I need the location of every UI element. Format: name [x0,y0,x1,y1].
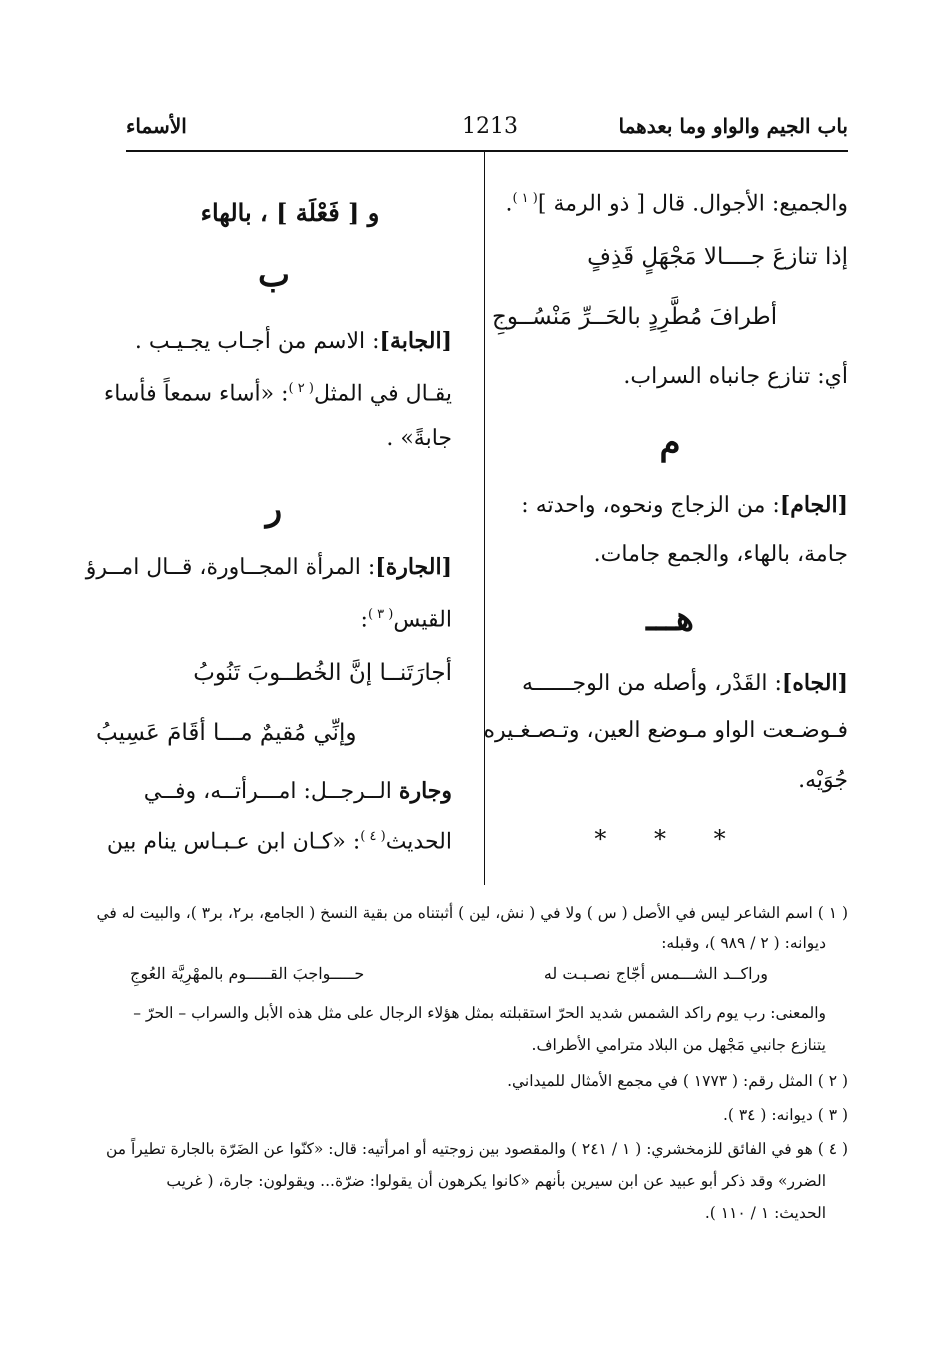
column-divider [484,150,485,885]
footnote-3: ( ٣ ) ديوانه: ( ٣٤ ). [722,1106,848,1124]
text-line: فـوضـعت الواو مـوضع العين، وتـصـغـيره [483,718,848,743]
entry-headword: [الجاه] [781,670,848,696]
footnote-ref: ( ٤ ) [360,829,386,844]
header-rule [126,150,848,152]
footnote-1: ( ١ ) اسم الشاعر ليس في الأصل ( س ) ولا في ( نش، لين ) أثبتناه من بقية النسخ ( الجامع، بر٢، بر٣ )، والبيت له في [96,904,848,922]
footnote-2: ( ٢ ) المثل رقم: ( ١٧٧٣ ) في مجمع الأمثال للميداني. [507,1072,848,1090]
text-line: يقـال في المثل$^{( ٢ )}$: «أساء سمعاً فأساء [103,381,452,407]
footnote-1-cont: والمعنى: رب يوم راكد الشمس شديد الحرّ استقبلته بمثل هؤلاء الرجال على مثل هذه الأبل والسراب – الحرّ – [133,1004,826,1022]
text-line: جُوَيْه. [798,768,848,793]
entry-line: [الجاه]: القَدْر، وأصله من الوجــــــه [522,670,848,696]
section-letter: م [659,423,681,463]
text-line: والجميع: الأجوال. قال [ ذو الرمة ]$^{( ١ )}$. [505,191,848,217]
verse-hemistich: وإنِّي مُقيمٌ مـــا أقَامَ عَسِيبُ [96,720,357,746]
footnote-4-cont: الحديث: ١ / ١١٠ ). [704,1204,826,1222]
footnote-4: ( ٤ ) هو في الفائق للزمخشري: ( ١ / ٢٤١ ) والمقصود بين زوجتيه أو امرأتيه: قال: «كنّوا عن الضَرّة بالجارة تطيراً من [105,1140,848,1158]
entry-headword: [الجام] [779,492,848,518]
entry-line: [الجابة]: الاسم من أجـاب يجـيـب . [134,328,452,354]
footnote-ref: ( ٣ ) [367,607,394,622]
chapter-title: باب الجيم والواو وما بعدهما [618,114,848,138]
entry-headword: [الجارة] [375,554,452,580]
section-letter: هـــ [646,599,694,639]
text-line: جابةً» . [386,426,452,451]
text-line: القيس$^{( ٣ )}$: [360,607,452,633]
footnote-1-cont: يتنازع جانبي مَجْهل من البلاد مترامي الأطراف. [531,1036,826,1054]
section-end-stars: * * * [594,825,746,853]
verse-hemistich: أطرافَ مُطَّرِدٍ بالحَــرِّ مَنْسُــوجِ [492,304,778,330]
footnote-verse-b: حـــــواجبَ القـــــوم بالمهْرِيَّة العُوجِ [130,964,365,983]
entry-headword: وجارة [398,778,452,804]
page-number: 1213 [462,114,518,139]
section-heading: و [ فَعْلَة ] ، بالهاء [200,198,380,227]
footnote-ref: ( ١ ) [512,191,538,206]
text-line: جامة، بالهاء، والجمع جامات. [593,542,848,567]
entry-headword: [الجابة] [379,328,452,354]
entry-line: وجارة الــرجــل: امـــرأتــه، وفــي [143,778,452,804]
footnote-4-cont: الضرر» وقد ذكر أبو عبيد عن ابن سيرين بأنهم «كانوا يكرهون أن يقولوا: ضرّة... ويقولون: جارة، ( غريب [166,1172,826,1190]
verse-hemistich: أجارَتَنــا إنَّ الخُطــوبَ تَنُوبُ [193,660,452,686]
entry-line: [الجام]: من الزجاج ونحوه، واحدته : [521,492,848,518]
text-line: أي: تنازع جانباه السراب. [623,364,848,389]
section-letter: ب [257,255,290,295]
footnote-1-cont: ديوانه: ( ٢ / ٩٨٩ )، وقبله: [661,934,826,952]
footnote-ref: ( ٢ ) [288,381,314,396]
text-line: الحديث$^{( ٤ )}$: «كـان ابن عـبـاس ينام بين [106,829,452,855]
verse-hemistich: إذا تنازعَ جــــالا مَجْهَلٍ قَذِفٍ [587,244,848,270]
section-letter: ر [265,489,283,529]
entry-line: [الجارة]: المرأة المجــاورة، قــال امــرؤ [85,554,452,580]
page-header [126,112,848,152]
section-title: الأسماء [126,114,187,138]
footnote-verse-a: وراكــد الشـــمس أجّاج نصـبـت له [543,964,768,983]
